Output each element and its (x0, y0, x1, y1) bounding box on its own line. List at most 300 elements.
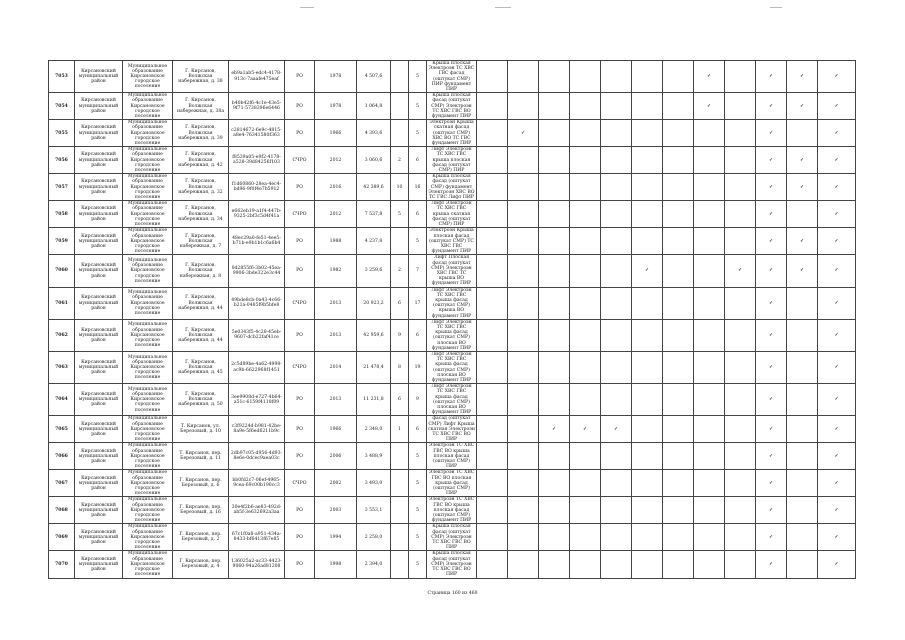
empty-check-cell (508, 551, 539, 578)
municipality-cell: Муниципальное образование Кирсановское городское поселение (123, 120, 173, 147)
floors-cell: 9 (391, 319, 409, 351)
check-mark-icon: ✓ (756, 147, 787, 174)
empty-check-cell (477, 93, 508, 120)
empty-check-cell (508, 384, 539, 416)
region-cell: Кирсановский муниципальный район (75, 351, 123, 383)
region-cell: Кирсановский муниципальный район (75, 287, 123, 319)
check-mark-icon: ✓ (818, 93, 856, 120)
check-mark-icon: ✓ (787, 228, 818, 255)
page-footer: Страница 160 из 460 (427, 591, 478, 596)
row-number: 7055 (49, 120, 75, 147)
floors-cell (391, 524, 409, 551)
row-number: 7056 (49, 147, 75, 174)
empty-check-cell (601, 201, 632, 228)
region-cell: Кирсановский муниципальный район (75, 319, 123, 351)
empty-check-cell (725, 120, 756, 147)
year-cell: 2013 (315, 287, 357, 319)
region-cell: Кирсановский муниципальный район (75, 61, 123, 93)
table-row (49, 443, 856, 470)
guid-cell: 0d2855f6-3b02-45ea-9906-3bde322e3c44 (229, 255, 285, 287)
entrances-cell: 5 (409, 497, 427, 524)
area-cell: 3 060,6 (357, 147, 391, 174)
year-cell: 1966 (315, 416, 357, 443)
check-mark-icon: ✓ (756, 416, 787, 443)
empty-check-cell (725, 416, 756, 443)
municipality-cell: Муниципальное образование Кирсановское городское поселение (123, 443, 173, 470)
table-row (49, 351, 856, 383)
empty-check-cell (663, 443, 694, 470)
empty-check-cell (694, 255, 725, 287)
region-cell: Кирсановский муниципальный район (75, 93, 123, 120)
row-number: 7062 (49, 319, 75, 351)
floors-cell (391, 61, 409, 93)
year-cell: 2016 (315, 174, 357, 201)
year-cell: 1982 (315, 255, 357, 287)
empty-check-cell (477, 443, 508, 470)
empty-check-cell (663, 384, 694, 416)
empty-check-cell (539, 470, 570, 497)
empty-check-cell (508, 497, 539, 524)
municipality-cell: Муниципальное образование Кирсановское городское поселение (123, 201, 173, 228)
empty-check-cell (539, 351, 570, 383)
municipality-cell: Муниципальное образование Кирсановское городское поселение (123, 524, 173, 551)
empty-check-cell (570, 287, 601, 319)
empty-check-cell (508, 147, 539, 174)
empty-check-cell (632, 319, 663, 351)
table-row (49, 287, 856, 319)
region-cell: Кирсановский муниципальный район (75, 384, 123, 416)
empty-check-cell (725, 147, 756, 174)
empty-check-cell (477, 416, 508, 443)
address-cell: Т. Кирсанов, пер. Березовый, д. 11 (173, 443, 229, 470)
fund-form-cell: РО (285, 174, 315, 201)
check-mark-icon: ✓ (756, 287, 787, 319)
area-cell: 11 231,8 (357, 384, 391, 416)
municipality-cell: Муниципальное образование Кирсановское городское поселение (123, 228, 173, 255)
fund-form-cell: РО (285, 93, 315, 120)
floors-cell: 1 (391, 416, 409, 443)
address-cell: Г. Кирсанов, Волжская набережная, д. 50 (173, 384, 229, 416)
empty-check-cell (632, 497, 663, 524)
region-cell: Кирсановский муниципальный район (75, 443, 123, 470)
empty-check-cell (570, 319, 601, 351)
works-cell: Электроэн Крыша плоская фасад (оштукат СМР) ТС ХВС ГВС фундамент ПИР (427, 228, 477, 255)
empty-check-cell (787, 416, 818, 443)
check-mark-icon: ✓ (818, 61, 856, 93)
empty-check-cell (570, 551, 601, 578)
floors-cell (391, 497, 409, 524)
empty-check-cell (694, 551, 725, 578)
area-cell: 3 259,6 (357, 255, 391, 287)
empty-check-cell (601, 61, 632, 93)
check-mark-icon: ✓ (787, 93, 818, 120)
fund-form-cell: РО (285, 443, 315, 470)
year-cell: 2014 (315, 351, 357, 383)
table-row (49, 61, 856, 93)
address-cell: Г. Кирсанов, пер. Березовый, д. 16 (173, 497, 229, 524)
check-mark-icon: ✓ (818, 120, 856, 147)
empty-check-cell (539, 384, 570, 416)
check-mark-icon: ✓ (632, 255, 663, 287)
empty-check-cell (694, 201, 725, 228)
empty-check-cell (601, 147, 632, 174)
entrances-cell: 5 (409, 93, 427, 120)
works-cell: Лифт Электроэн ТС ХВС ГВС крыша фасад (оштукат СМР) плоская ВО фундамент ПИР (427, 384, 477, 416)
empty-check-cell (539, 147, 570, 174)
row-number: 7067 (49, 470, 75, 497)
check-mark-icon: ✓ (818, 416, 856, 443)
empty-check-cell (539, 255, 570, 287)
check-mark-icon: ✓ (756, 61, 787, 93)
table-row (49, 228, 856, 255)
empty-check-cell (663, 351, 694, 383)
check-mark-icon: ✓ (818, 497, 856, 524)
fund-form-cell: РО (285, 228, 315, 255)
check-mark-icon: ✓ (787, 174, 818, 201)
fund-form-cell: РО (285, 255, 315, 287)
empty-check-cell (663, 319, 694, 351)
empty-check-cell (694, 147, 725, 174)
empty-check-cell (601, 351, 632, 383)
works-cell: Лифт Электроэн ТС ХВС ГВС крыша фасад (оштукат СМР) крыша ВО фундамент ПИР (427, 287, 477, 319)
empty-check-cell (539, 120, 570, 147)
empty-check-cell (477, 287, 508, 319)
check-mark-icon: ✓ (818, 228, 856, 255)
empty-check-cell (725, 287, 756, 319)
empty-check-cell (570, 351, 601, 383)
empty-check-cell (477, 384, 508, 416)
area-cell: 2 394,0 (357, 551, 391, 578)
empty-check-cell (725, 201, 756, 228)
entrances-cell: 5 (409, 61, 427, 93)
empty-check-cell (725, 524, 756, 551)
table-row (49, 416, 856, 443)
check-mark-icon: ✓ (818, 470, 856, 497)
empty-check-cell (632, 287, 663, 319)
empty-check-cell (694, 287, 725, 319)
empty-check-cell (477, 120, 508, 147)
empty-check-cell (725, 61, 756, 93)
empty-check-cell (570, 93, 601, 120)
region-cell: Кирсановский муниципальный район (75, 120, 123, 147)
year-cell: 1994 (315, 524, 357, 551)
check-mark-icon: ✓ (725, 255, 756, 287)
empty-check-cell (570, 120, 601, 147)
entrances-cell: 5 (409, 551, 427, 578)
empty-check-cell (632, 470, 663, 497)
guid-cell: 2db97c05-d956-4d93-8e6e-0dcec9aea03c (229, 443, 285, 470)
empty-check-cell (787, 120, 818, 147)
municipality-cell: Муниципальное образование Кирсановское городское поселение (123, 351, 173, 383)
guid-cell: 67c1f0a8-a951-434a-8433-bf6413f67e85 (229, 524, 285, 551)
region-cell: Кирсановский муниципальный район (75, 228, 123, 255)
empty-check-cell (508, 174, 539, 201)
address-cell: Г. Кирсанов, Волжская набережная, д. 44 (173, 287, 229, 319)
address-cell: Г. Кирсанов, Волжская набережная, д. 8 (173, 255, 229, 287)
empty-check-cell (508, 443, 539, 470)
empty-check-cell (508, 201, 539, 228)
guid-cell: e662eb19-a1f4-447b-9325-2bf3c5d4f41a (229, 201, 285, 228)
guid-cell: c2814672-6e9c-4815-a8e4-76341580f363 (229, 120, 285, 147)
empty-check-cell (694, 416, 725, 443)
works-cell: Крыша плоская фасад (оштукат СМР) фундамент Электроэн ХВС ВО ТС ГВС Лифт ПИР (428, 174, 475, 201)
guid-cell: 5e0343f5-4c28-45eb-9607-dcb22faf41ce (229, 319, 285, 351)
check-mark-icon: ✓ (756, 384, 787, 416)
guid-cell: f1d60860-28ea-4ec4-bd96-9f0f4e7b5912 (229, 174, 285, 201)
empty-check-cell (725, 384, 756, 416)
empty-check-cell (601, 551, 632, 578)
guid-cell: eb9a1ab5-edc4-4178-913c-7aaafe475eaf (229, 61, 285, 93)
region-cell: Кирсановский муниципальный район (75, 497, 123, 524)
row-number: 7061 (49, 287, 75, 319)
empty-check-cell (663, 255, 694, 287)
check-mark-icon: ✓ (787, 61, 818, 93)
row-number: 7068 (49, 497, 75, 524)
empty-check-cell (508, 319, 539, 351)
empty-check-cell (787, 497, 818, 524)
empty-check-cell (539, 524, 570, 551)
empty-check-cell (632, 201, 663, 228)
year-cell: 1998 (315, 551, 357, 578)
fund-form-cell: РО (285, 551, 315, 578)
empty-check-cell (787, 384, 818, 416)
check-mark-icon: ✓ (756, 497, 787, 524)
empty-check-cell (694, 351, 725, 383)
check-mark-icon: ✓ (818, 255, 856, 287)
empty-check-cell (601, 524, 632, 551)
empty-check-cell (508, 470, 539, 497)
address-cell: Г. Кирсанов, Волжская набережная, д. 38 (173, 61, 229, 93)
empty-check-cell (694, 120, 725, 147)
empty-check-cell (694, 319, 725, 351)
empty-check-cell (539, 93, 570, 120)
empty-check-cell (570, 228, 601, 255)
empty-check-cell (694, 524, 725, 551)
fund-form-cell: СЧРО (285, 287, 315, 319)
row-number: 7065 (49, 416, 75, 443)
check-mark-icon: ✓ (756, 470, 787, 497)
row-number: 7060 (49, 255, 75, 287)
empty-check-cell (632, 120, 663, 147)
works-cell: Лифт Электроэн ТС ХВС ГВС крыша фасад (оштукат СМР) плоская ВО фундамент ПИР (427, 319, 477, 351)
empty-check-cell (787, 287, 818, 319)
empty-check-cell (663, 416, 694, 443)
address-cell: Г. Кирсанов, Волжская набережная, д. 34 (173, 201, 229, 228)
empty-check-cell (570, 524, 601, 551)
empty-check-cell (632, 551, 663, 578)
check-mark-icon: ✓ (756, 120, 787, 147)
empty-check-cell (601, 443, 632, 470)
row-number: 7069 (49, 524, 75, 551)
row-number: 7070 (49, 551, 75, 578)
floors-cell: 6 (391, 384, 409, 416)
empty-check-cell (477, 201, 508, 228)
empty-check-cell (539, 287, 570, 319)
region-cell: Кирсановский муниципальный район (75, 201, 123, 228)
check-mark-icon: ✓ (818, 524, 856, 551)
empty-check-cell (663, 524, 694, 551)
entrances-cell: 5 (409, 443, 427, 470)
area-cell: 20 923,2 (357, 287, 391, 319)
municipality-cell: Муниципальное образование Кирсановское городское поселение (123, 147, 173, 174)
floors-cell: 8 (391, 351, 409, 383)
empty-check-cell (601, 384, 632, 416)
empty-check-cell (663, 147, 694, 174)
empty-check-cell (787, 351, 818, 383)
check-mark-icon: ✓ (756, 201, 787, 228)
area-cell: 42 389,6 (357, 174, 391, 201)
fund-form-cell: РО (285, 416, 315, 443)
empty-check-cell (601, 174, 632, 201)
entrances-cell: 5 (409, 120, 427, 147)
guid-cell: 30e4f2b6-ae83-492d-ab5f-3e632692a3aa (229, 497, 285, 524)
empty-check-cell (508, 255, 539, 287)
address-cell: Г. Кирсанов, Волжская набережная, д. 39 (173, 120, 229, 147)
address-cell: Т. Кирсанов, ул. Березовый, д. 10 (173, 416, 229, 443)
empty-check-cell (601, 470, 632, 497)
municipality-cell: Муниципальное образование Кирсановское городское поселение (123, 287, 173, 319)
check-mark-icon: ✓ (787, 255, 818, 287)
fund-form-cell: РО (285, 61, 315, 93)
check-mark-icon: ✓ (787, 147, 818, 174)
empty-check-cell (632, 351, 663, 383)
area-cell: 2 348,0 (357, 416, 391, 443)
works-cell: Электроэн Крыша скатная фасад (оштукат СМР) ХВС ВО ТС ГВС фундамент ПИР (427, 120, 477, 147)
empty-check-cell (787, 201, 818, 228)
row-number: 7053 (49, 61, 75, 93)
table-row (49, 174, 856, 201)
row-number: 7054 (49, 93, 75, 120)
check-mark-icon: ✓ (756, 174, 787, 201)
empty-check-cell (601, 319, 632, 351)
empty-check-cell (601, 255, 632, 287)
table-row (49, 120, 856, 147)
guid-cell: 49bde8cb-0a43-4c66-b21a-0485f9b5bfe8 (229, 287, 285, 319)
area-cell: 4 393,6 (357, 120, 391, 147)
floors-cell: 6 (391, 287, 409, 319)
address-cell: Г. Кирсанов, пер. Березовый, д. 2 (173, 524, 229, 551)
municipality-cell: Муниципальное образование Кирсановское городское поселение (123, 319, 173, 351)
floors-cell (391, 443, 409, 470)
check-mark-icon: ✓ (694, 93, 725, 120)
empty-check-cell (694, 470, 725, 497)
empty-check-cell (725, 470, 756, 497)
area-cell: 7 537,8 (357, 201, 391, 228)
fund-form-cell: РО (285, 120, 315, 147)
address-cell: Г. Кирсанов, Волжская набережная, д. 32 (173, 174, 229, 201)
check-mark-icon: ✓ (539, 416, 570, 443)
empty-check-cell (787, 551, 818, 578)
municipality-cell: Муниципальное образование Кирсановское городское поселение (123, 551, 173, 578)
empty-check-cell (477, 470, 508, 497)
works-cell: фасад (оштукат СМР) Лифт Крыша скатная Электроэн ТС ХВС ГВС ВО ПИР (428, 416, 475, 443)
area-cell: 4 507,6 (357, 61, 391, 93)
check-mark-icon: ✓ (818, 147, 856, 174)
works-cell: Крыша плоская Электроэн ТС ХВС ГВС фасад (оштукат СМР) ПИР фундамент ПИР (427, 61, 477, 93)
empty-check-cell (477, 319, 508, 351)
empty-check-cell (508, 524, 539, 551)
empty-check-cell (725, 551, 756, 578)
check-mark-icon: ✓ (756, 319, 787, 351)
guid-cell: 136025a2-ac33-4423-9060-94a26ad81208 (229, 551, 285, 578)
empty-check-cell (508, 351, 539, 383)
fund-form-cell: СЧРО (285, 147, 315, 174)
municipality-cell: Муниципальное образование Кирсановское городское поселение (123, 61, 173, 93)
floors-cell (391, 551, 409, 578)
row-number: 7063 (49, 351, 75, 383)
check-mark-icon: ✓ (818, 443, 856, 470)
check-mark-icon: ✓ (694, 61, 725, 93)
municipality-cell: Муниципальное образование Кирсановское городское поселение (123, 497, 173, 524)
entrances-cell: 17 (409, 287, 427, 319)
area-cell: 3 488,9 (357, 443, 391, 470)
empty-check-cell (508, 416, 539, 443)
empty-check-cell (725, 228, 756, 255)
empty-check-cell (477, 228, 508, 255)
year-cell: 1978 (315, 93, 357, 120)
works-cell: Лифт Электроэн ТС ХВС ГВС крыша плоская фасад (оштукат СМР) ПИР (427, 147, 477, 174)
floors-cell (391, 93, 409, 120)
fund-form-cell: СЧРО (285, 470, 315, 497)
empty-check-cell (477, 351, 508, 383)
fund-form-cell: СЧРО (285, 351, 315, 383)
row-number: 7057 (49, 174, 75, 201)
empty-check-cell (694, 228, 725, 255)
empty-check-cell (663, 287, 694, 319)
empty-check-cell (632, 93, 663, 120)
empty-check-cell (694, 174, 725, 201)
table-row (49, 201, 856, 228)
table-row (49, 384, 856, 416)
empty-check-cell (663, 201, 694, 228)
empty-check-cell (787, 470, 818, 497)
empty-check-cell (570, 497, 601, 524)
empty-check-cell (477, 497, 508, 524)
empty-check-cell (663, 61, 694, 93)
table-row (49, 470, 856, 497)
works-cell: Крыша плоская фасад (оштукат СМР) Электроэн ТС ХВС ГВС ВО ПИР (427, 551, 477, 578)
floors-cell: 2 (391, 147, 409, 174)
empty-check-cell (508, 61, 539, 93)
empty-check-cell (787, 443, 818, 470)
empty-check-cell (539, 443, 570, 470)
check-mark-icon: ✓ (756, 524, 787, 551)
check-mark-icon: ✓ (756, 551, 787, 578)
guid-cell: f8539a05-e9f2-4178-a528-39d84256f103 (229, 147, 285, 174)
works-cell: Лифт Плоская фасад (оштукат СМР) Электроэн ХВС ГВС ТС крыша ВО фундамент ПИР (427, 255, 477, 287)
empty-check-cell (508, 287, 539, 319)
year-cell: 1988 (315, 228, 357, 255)
works-cell: Лифт Электроэн ТС ХВС ГВС крыша фасад (оштукат СМР) плоская ВО фундамент ПИР (427, 351, 477, 383)
empty-check-cell (539, 201, 570, 228)
works-cell: Электроэн ТС ХВС ГВС ВО крыша плоская фасад (оштукат СМР) фундамент ПИР (427, 497, 477, 524)
area-cell: 21 478,4 (357, 351, 391, 383)
entrances-cell: 9 (409, 384, 427, 416)
empty-check-cell (632, 443, 663, 470)
entrances-cell: 16 (409, 174, 427, 201)
guid-cell: bb0fd2c7-06ef-4965-9cea-69c00b190cc3 (229, 470, 285, 497)
check-mark-icon: ✓ (818, 201, 856, 228)
empty-check-cell (663, 93, 694, 120)
empty-check-cell (508, 228, 539, 255)
year-cell: 2012 (315, 201, 357, 228)
empty-check-cell (632, 147, 663, 174)
empty-check-cell (787, 319, 818, 351)
empty-check-cell (477, 551, 508, 578)
works-cell: Крыша плоская фасад (оштукат СМР) Электроэн ТС ХВС ГВС ВО ПИР (427, 524, 477, 551)
empty-check-cell (632, 524, 663, 551)
empty-check-cell (725, 351, 756, 383)
